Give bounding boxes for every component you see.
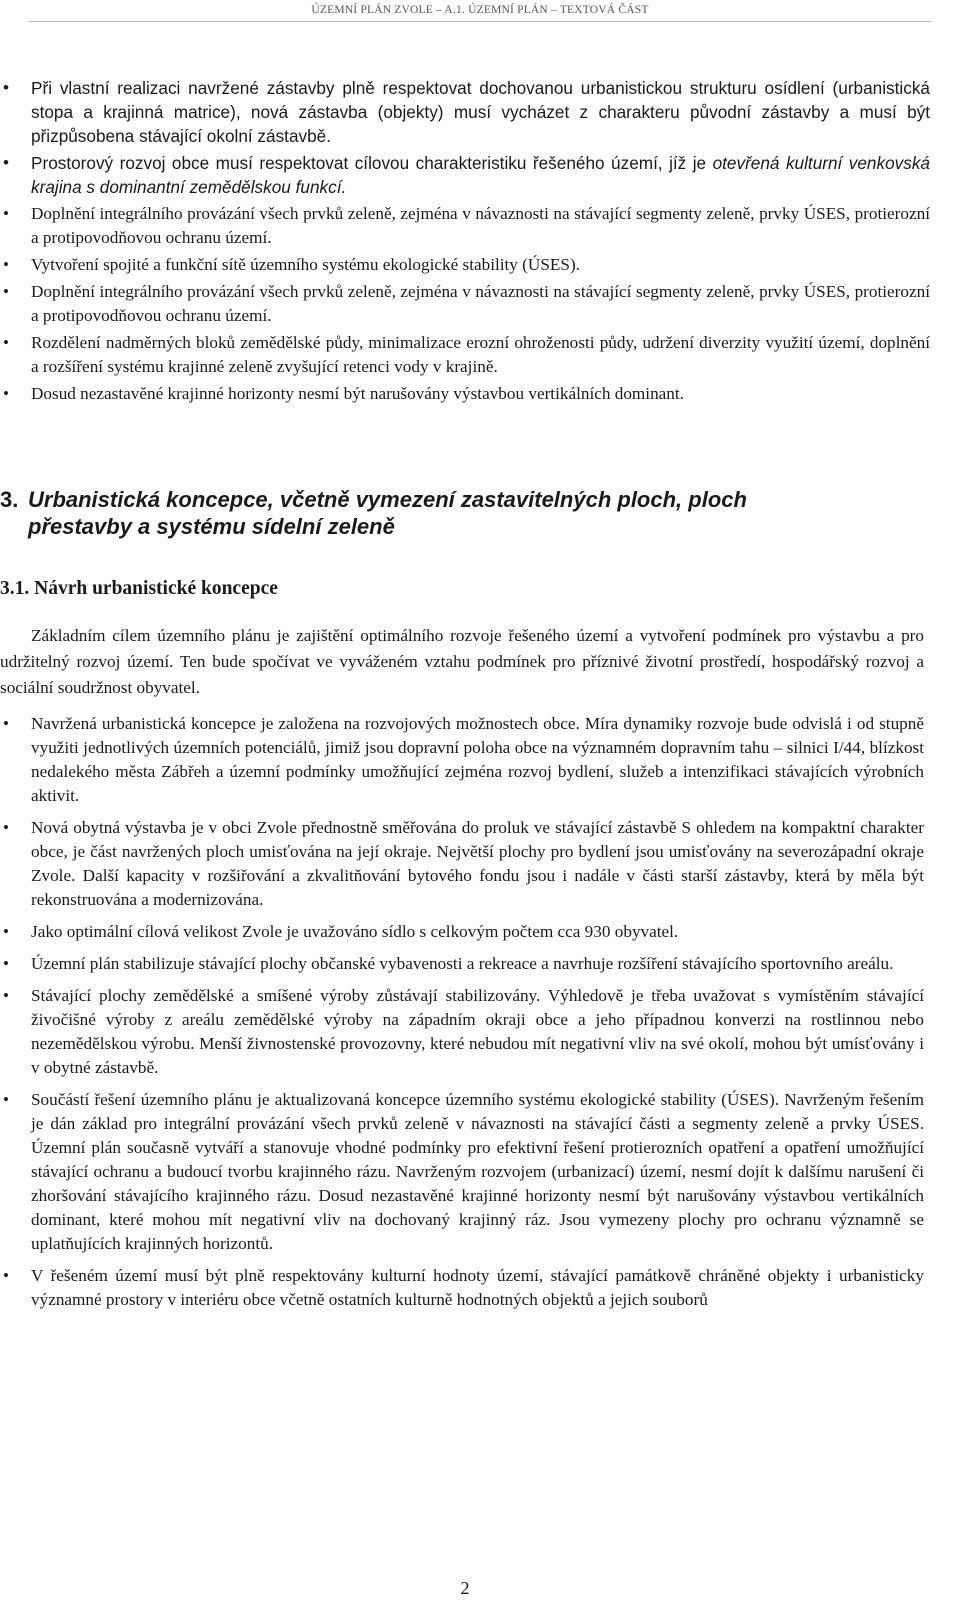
list-item — [0, 151, 930, 199]
list-item — [0, 382, 930, 406]
section-title-line2: přestavby a systému sídelní zeleně — [28, 514, 395, 539]
list-item — [0, 202, 930, 250]
section-number: 3. — [0, 487, 19, 512]
subsection-number: 3.1. — [0, 578, 30, 599]
list-item: • Nová obytná výstavba je v obci Zvole přednostně směřována do proluk ve stávající zástavbě S ohledem na kompaktní charakter obce, je část navržených ploch umisťována na její okraje. Největší plochy pro bydlení jsou umisťovány na severozápadní okraje Zvole. Další kapacity v rozšiřování a zkvalitňování bytového fondu jsou i nadále v části starší zástavby, která by měla být rekonstruována a modernizována. — [0, 816, 924, 912]
subsection-title: Návrh urbanistické koncepce — [34, 578, 278, 599]
running-header: ÚZEMNÍ PLÁN ZVOLE – A.1. ÚZEMNÍ PLÁN – TEXTOVÁ ČÁST — [311, 4, 649, 16]
list-item-text: Vytvoření spojité a funkční sítě územního systému ekologické stability (ÚSES). — [31, 255, 580, 274]
list-item: • Stávající plochy zemědělské a smíšené výroby zůstávají stabilizovány. Výhledově je třeba uvažovat s vymístěním stávající živočišné výroby z areálu zemědělské výroby na západním okraji obce a jeho případnou konverzi na rostlinnou nebo nezemědělskou výrobu. Menší živnostenské provozovny, které nebudou mít negativní vliv na své okolí, mohou být umísťovány i v obytné zástavbě. — [0, 984, 924, 1080]
list-item — [0, 253, 930, 277]
list-item: • Jako optimální cílová velikost Zvole je uvažováno sídlo s celkovým počtem cca 930 obyvatel. — [0, 920, 924, 944]
principles-list — [0, 76, 930, 406]
subsection-heading — [0, 578, 278, 600]
intro-paragraph: Základním cílem územního plánu je zajištění optimálního rozvoje řešeného území a vytvoření podmínek pro výstavbu a pro udržitelný rozvoj území. Ten bude spočívat ve vyváženém vztahu podmínek pro příznivé životní prostředí, hospodářský rozvoj a sociální soudržnost obyvatel. — [0, 626, 924, 697]
section-title-line1: Urbanistická koncepce, včetně vymezení zastavitelných ploch, ploch — [28, 487, 747, 512]
list-item — [0, 76, 930, 148]
list-item-text: Doplnění integrálního provázání všech prvků zeleně, zejména v návaznosti na stávající segmenty zeleně, prvky ÚSES, protierozní a protipovodňovou ochranu území. — [31, 204, 930, 247]
section-heading — [0, 486, 900, 540]
list-item: • Navržená urbanistická koncepce je založena na rozvojových možnostech obce. Míra dynamiky rozvoje bude odvislá i od stupně využiti jednotlivých územních potenciálů, jimiž jsou dopravní poloha obce na významném dopravním tahu – silnici I/44, blízkost nedalekého města Zábřeh a územní podmínky umožňující zejména rozvoj bydlení, služeb a intenzifikaci stávajících výrobních aktivit. — [0, 712, 924, 808]
list-item: • V řešeném území musí být plně respektovány kulturní hodnoty území, stávající památkově chráněné objekty i urbanisticky významné prostory v interiéru obce včetně ostatních kulturně hodnotných objektů a jejich souborů — [0, 1264, 924, 1312]
list-item — [0, 280, 930, 328]
page-number: 2 — [460, 1578, 470, 1598]
list-item-text: Prostorový rozvoj obce musí respektovat cílovou charakteristiku řešeného území, jíž je — [31, 153, 713, 173]
header-divider — [28, 21, 932, 22]
concept-list — [0, 712, 924, 1312]
list-item-text: Rozdělení nadměrných bloků zemědělské půdy, minimalizace erozní ohroženosti půdy, udržení diverzity využití území, doplnění a rozšíření systému krajinné zeleně zvyšující retenci vody v krajině. — [31, 333, 930, 376]
list-item-text: Při vlastní realizaci navržené zástavby plně respektovat dochovanou urbanistickou strukturu osídlení (urbanistická stopa a krajinná matrice), nová zástavba (objekty) musí vycházet z charakteru původní zástavby a musí být přizpůsobena stávající okolní zástavbě. — [31, 78, 930, 146]
list-item-text: Dosud nezastavěné krajinné horizonty nesmí být narušovány výstavbou vertikálních dominant. — [31, 384, 684, 403]
list-item-emphasis: otevřená kulturní venkovská krajina s dominantní zemědělskou funkcí. — [31, 153, 930, 197]
list-item: • Územní plán stabilizuje stávající plochy občanské vybavenosti a rekreace a navrhuje rozšíření stávajícího sportovního areálu. — [0, 952, 924, 976]
list-item: • Součástí řešení územního plánu je aktualizovaná koncepce územního systému ekologické stability (ÚSES). Navrženým řešením je dán základ pro integrální provázání všech prvků zeleně v návaznosti na stávající části a segmenty zeleně a prvky ÚSES. Územní plán současně vytváří a stanovuje vhodné podmínky pro efektivní řešení protierozních opatření a opatření umožňující stávající ochranu a budoucí tvorbu krajinného rázu. Navrženým rozvojem (urbanizací) území, nesmí dojít k dalšímu narušení či zhoršování stávajícího krajinného rázu. Dosud nezastavěné krajinné horizonty nesmí být narušovány výstavbou vertikálních dominant, které mohou mít negativní vliv na dochovaný krajinný ráz. Jsou vymezeny plochy pro ochranu významně se uplatňujících krajinných horizontů. — [0, 1088, 924, 1256]
list-item — [0, 331, 930, 379]
list-item-text: Doplnění integrálního provázání všech prvků zeleně, zejména v návaznosti na stávající segmenty zeleně, prvky ÚSES, protierozní a protipovodňovou ochranu území. — [31, 282, 930, 325]
